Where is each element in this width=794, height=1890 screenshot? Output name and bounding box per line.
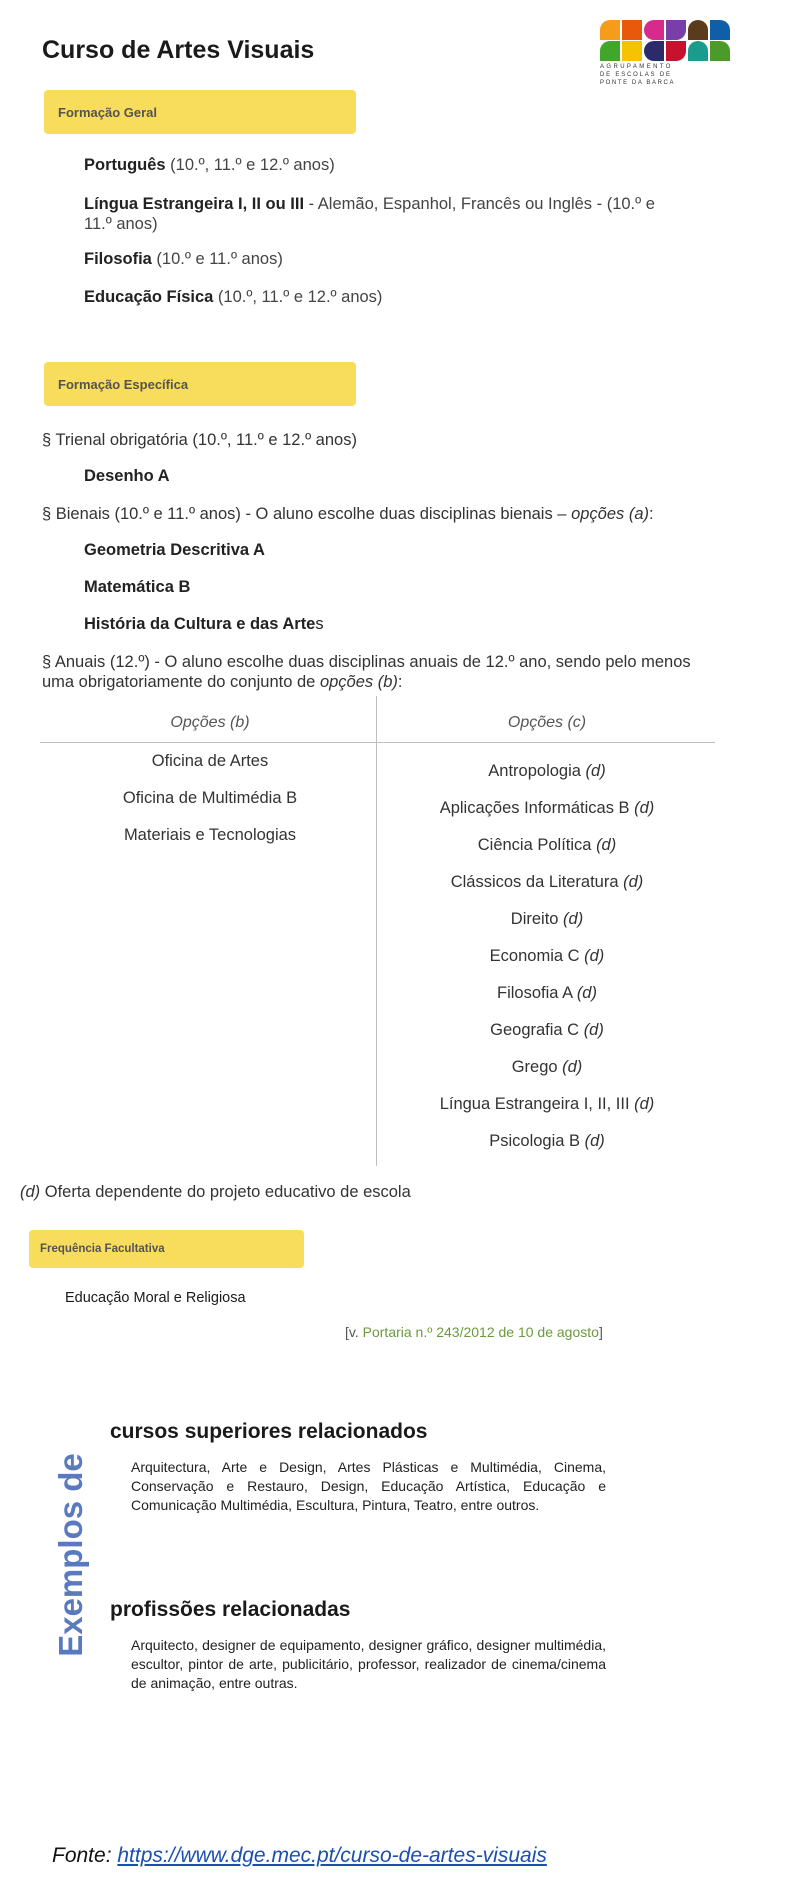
logo-tile (600, 41, 620, 61)
subject-educacao-fisica: Educação Física (10.º, 11.º e 12.º anos) (84, 288, 383, 306)
logo-text-3: PONTE DA BARCA (600, 80, 676, 86)
logo-tile (710, 41, 730, 61)
option-c-item: Antropologia (d) (488, 762, 606, 780)
logo-text-2: DE ESCOLAS DE (600, 72, 672, 78)
banner-label: Formação Geral (58, 104, 157, 120)
logo-tile (688, 20, 708, 40)
logo-tile (710, 20, 730, 40)
option-c-item: Ciência Política (d) (477, 836, 617, 854)
anuais-line: § Anuais (12.º) - O aluno escolhe duas disciplinas anuais de 12.º ano, sendo pelo menos uma obrigatoriamente do conjunto de opções (b): (42, 653, 691, 691)
school-logo (600, 20, 776, 88)
option-c-item: Direito (d) (510, 910, 584, 928)
option-b-item: Materiais e Tecnologias (123, 826, 297, 844)
logo-tile (622, 20, 642, 40)
option-c-item: Aplicações Informáticas B (d) (439, 799, 655, 817)
profissoes-heading: profissões relacionadas (110, 1598, 351, 1621)
table-header-rule (40, 742, 715, 743)
logo-tile (600, 20, 620, 40)
subject-desenho-a: Desenho A (84, 467, 170, 485)
option-c-item: Grego (d) (511, 1058, 583, 1076)
page-title: Curso de Artes Visuais (42, 36, 315, 64)
logo-tile (644, 20, 664, 40)
banner-formacao-geral (44, 90, 356, 134)
footnote: (d) Oferta dependente do projeto educativo de escola (20, 1183, 411, 1201)
trienal-line: § Trienal obrigatória (10.º, 11.º e 12.º anos) (42, 431, 357, 449)
subject-lingua-estrangeira: Língua Estrangeira I, II ou III - Alemão, Espanhol, Francês ou Inglês - (10.º e 11.º anos) (84, 195, 655, 233)
portaria-link[interactable]: Portaria n.º 243/2012 de 10 de agosto (362, 1324, 599, 1340)
portaria-reference: [v. Portaria n.º 243/2012 de 10 de agosto] (345, 1324, 603, 1340)
header-opcoes-c: Opções (c) (507, 714, 587, 731)
logo-tile (666, 20, 686, 40)
banner-label: Formação Específica (58, 376, 189, 392)
logo-tile (688, 41, 708, 61)
subject-matematica-b: Matemática B (84, 578, 191, 596)
profissoes-text: Arquitecto, designer de equipamento, designer gráfico, designer multimédia, escultor, pintor de arte, publicitário, professor, realizador de cinema/cinema de animação, entre outras. (131, 1637, 606, 1691)
subject-educacao-moral: Educação Moral e Religiosa (65, 1290, 246, 1306)
bienais-line: § Bienais (10.º e 11.º anos) - O aluno escolhe duas disciplinas bienais – opções (a): (42, 505, 654, 523)
option-c-item: Geografia C (d) (490, 1021, 604, 1039)
logo-tile (622, 41, 642, 61)
banner-label: Frequência Facultativa (40, 1243, 165, 1255)
source-link[interactable]: https://www.dge.mec.pt/curso-de-artes-visuais (117, 1844, 547, 1867)
logo-text-1: AGRUPAMENTO (600, 64, 673, 70)
subject-geometria-descritiva: Geometria Descritiva A (84, 541, 265, 559)
cursos-text: Arquitectura, Arte e Design, Artes Plásticas e Multimédia, Cinema, Conservação e Restauro, Design, Educação Artística, Educação e Comunicação Multimédia, Escultura, Pintura, Teatro, entre outros. (131, 1459, 606, 1513)
option-b-item: Oficina de Artes (151, 752, 269, 770)
subject-historia-cultura: História da Cultura e das Artes (84, 615, 324, 633)
logo-tile (644, 41, 664, 61)
cursos-heading: cursos superiores relacionados (110, 1420, 428, 1443)
option-b-item: Oficina de Multimédia B (122, 789, 298, 807)
exemplos-vertical-label: Exemplos de (52, 1453, 89, 1657)
option-c-item: Língua Estrangeira I, II, III (d) (439, 1095, 655, 1113)
subject-portugues: Português (10.º, 11.º e 12.º anos) (84, 156, 335, 174)
logo-tile (666, 41, 686, 61)
option-c-item: Filosofia A (d) (497, 984, 597, 1002)
banner-formacao-especifica (44, 362, 356, 406)
header-opcoes-b: Opções (b) (170, 714, 250, 731)
option-c-item: Psicologia B (d) (489, 1132, 605, 1150)
banner-frequencia-facultativa (29, 1230, 304, 1268)
subject-filosofia: Filosofia (10.º e 11.º anos) (84, 250, 283, 268)
options-table (40, 696, 715, 1166)
option-c-item: Economia C (d) (489, 947, 605, 965)
source-line: Fonte: https://www.dge.mec.pt/curso-de-artes-visuais (52, 1844, 547, 1867)
option-c-item: Clássicos da Literatura (d) (450, 873, 644, 891)
